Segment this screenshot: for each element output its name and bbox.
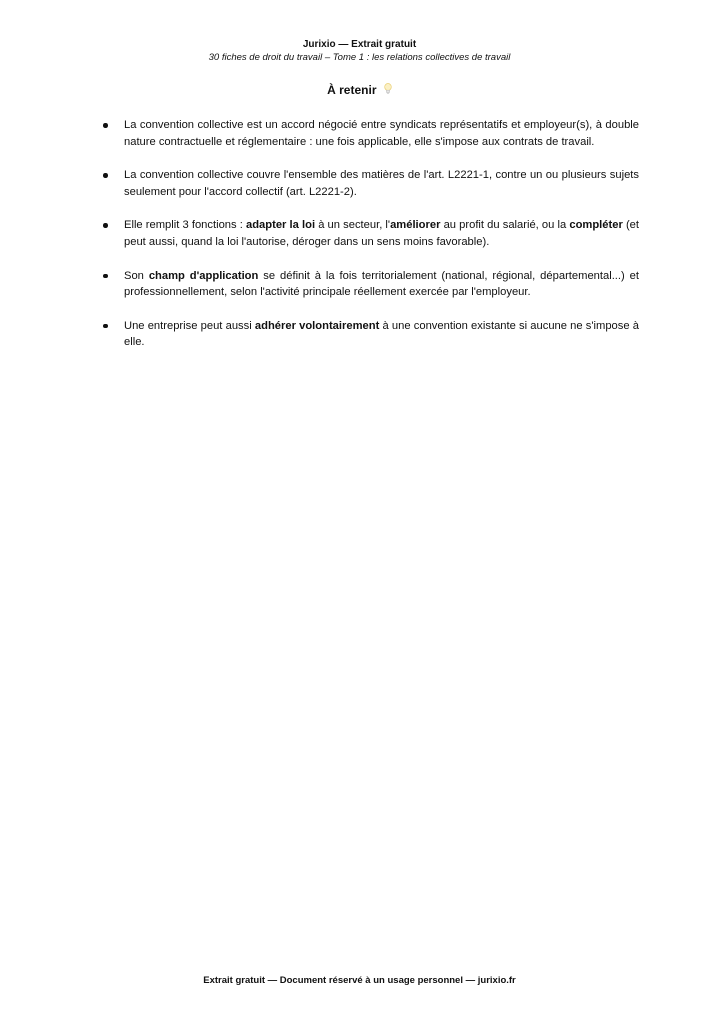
emphasis-text: compléter [569, 219, 623, 232]
list-item [96, 167, 639, 200]
emphasis-text: adapter la loi [246, 219, 316, 232]
list-item [96, 217, 639, 250]
emphasis-text: améliorer [390, 219, 441, 232]
text-segment: Elle remplit 3 fonctions : [124, 219, 246, 232]
key-points-list [96, 117, 639, 368]
page-footer: Extrait gratuit — Document réservé à un usage personnel — jurixio.fr [203, 975, 516, 986]
text-segment: La convention collective couvre l'ensemble des matières de l'art. L2221-1, contre un ou plusieurs sujets seulement pour l'accord collectif (art. L2221-2). [124, 169, 639, 198]
lightbulb-icon [384, 83, 392, 95]
text-segment: (et peut aussi, quand la loi l'autorise, déroger dans un sens moins favorable). [124, 219, 640, 248]
list-item [96, 318, 639, 351]
text-segment: Une entreprise peut aussi [124, 319, 255, 332]
list-item-text [124, 318, 639, 351]
bullet-icon [103, 223, 108, 228]
header-title: Jurixio — Extrait gratuit [302, 39, 417, 50]
list-item-text [124, 268, 639, 301]
text-segment: Son [124, 269, 149, 282]
emphasis-text: champ d'application [148, 269, 259, 282]
bullet-icon [103, 324, 108, 329]
section-title-text: À retenir [327, 83, 377, 97]
list-item-text [124, 167, 639, 200]
bullet-icon [103, 274, 108, 279]
text-segment: au profit du salarié, ou la [440, 219, 570, 232]
bullet-icon [103, 123, 108, 128]
list-item-text [124, 117, 639, 150]
emphasis-text: adhérer volontairement [254, 319, 380, 332]
list-item [96, 117, 639, 150]
bullet-icon [103, 173, 108, 178]
text-segment: à une convention existante si aucune ne s'impose à elle. [124, 319, 639, 349]
text-segment: à un secteur, l' [315, 219, 391, 232]
text-segment: La convention collective est un accord négocié entre syndicats représentatifs et employeur(s), à double nature contractuelle et réglementaire : une fois applicable, elle s'impose aux contrats de travail. [124, 119, 639, 148]
header-subtitle: 30 fiches de droit du travail – Tome 1 : les relations collectives de travail [208, 52, 511, 63]
list-item [96, 268, 639, 301]
list-item-text [124, 217, 639, 250]
section-title [0, 82, 719, 98]
page-header [0, 38, 719, 64]
text-segment: se définit à la fois territorialement (national, régional, départemental...) et professionnellement, selon l'activité principale réellement exercée par l'employeur. [124, 269, 639, 299]
